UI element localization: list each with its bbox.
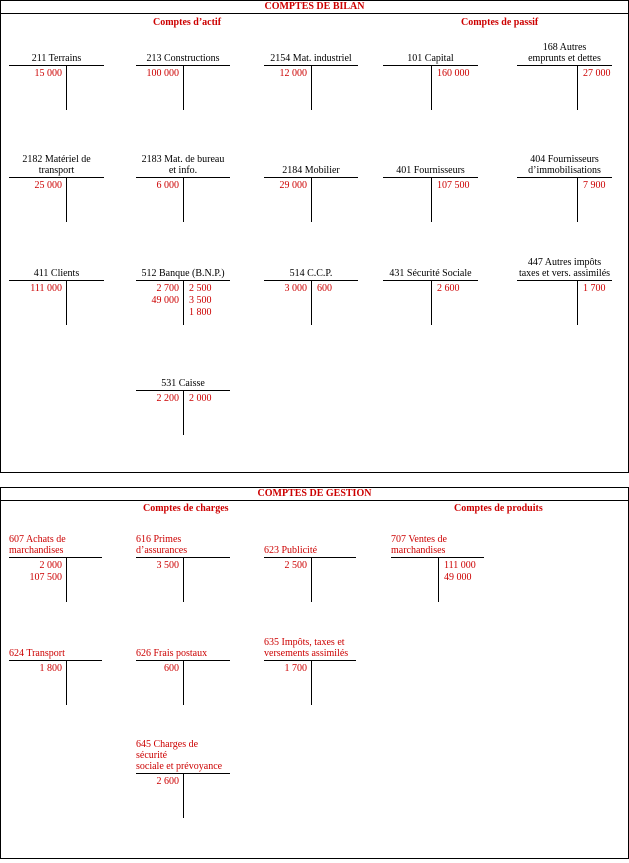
charges-label: Comptes de charges — [143, 503, 229, 514]
debit-values: 3 500 — [156, 560, 179, 571]
account-title: 2154 Mat. industriel — [270, 53, 352, 64]
passif-label: Comptes de passif — [461, 17, 539, 28]
t-account-center-rule — [577, 177, 578, 222]
credit-values: 2 000 — [189, 393, 212, 404]
account-title: 531 Caisse — [161, 378, 205, 389]
t-account-center-rule — [431, 177, 432, 222]
bilan-account — [517, 154, 612, 222]
account-title: 404 Fournisseurs d’immobilisations — [528, 154, 601, 176]
t-account-center-rule — [66, 65, 67, 110]
bilan-account — [136, 154, 230, 222]
credit-values: 107 500 — [437, 180, 470, 191]
debit-values: 1 800 — [39, 663, 62, 674]
credit-values: 160 000 — [437, 68, 470, 79]
bilan-account — [136, 268, 230, 325]
credit-values: 111 000 49 000 — [444, 560, 476, 583]
t-account-top-rule — [9, 280, 104, 281]
account-title: 431 Sécurité Sociale — [389, 268, 472, 279]
account-title: 213 Constructions — [146, 53, 220, 64]
t-account-center-rule — [183, 65, 184, 110]
t-account-center-rule — [311, 65, 312, 110]
t-account-top-rule — [517, 65, 612, 66]
t-account-center-rule — [431, 65, 432, 110]
t-account-center-rule — [311, 280, 312, 325]
gestion-account — [9, 648, 102, 705]
t-account-center-rule — [183, 557, 184, 602]
t-account-center-rule — [183, 280, 184, 325]
t-account-top-rule — [9, 177, 104, 178]
account-title: 624 Transport — [9, 648, 65, 659]
gestion-account — [391, 534, 484, 602]
account-title: 2183 Mat. de bureau et info. — [141, 154, 225, 176]
account-title: 411 Clients — [33, 268, 80, 279]
debit-values: 2 000 107 500 — [29, 560, 62, 583]
debit-values: 29 000 — [279, 180, 307, 191]
debit-values: 100 000 — [146, 68, 179, 79]
debit-values: 111 000 — [30, 283, 62, 294]
actif-label: Comptes d’actif — [153, 17, 222, 28]
t-account-top-rule — [517, 177, 612, 178]
bilan-account — [264, 268, 358, 325]
bilan-account — [136, 53, 230, 110]
t-account-center-rule — [66, 177, 67, 222]
bilan-account — [9, 53, 104, 110]
t-account-top-rule — [9, 65, 104, 66]
bilan-title: COMPTES DE BILAN — [1, 1, 628, 14]
bilan-account — [383, 268, 478, 325]
account-title: 512 Banque (B.N.P.) — [141, 268, 225, 279]
debit-values: 1 700 — [284, 663, 307, 674]
gestion-account — [136, 534, 230, 602]
account-title: 645 Charges de sécurité sociale et prévoyance — [136, 739, 223, 772]
t-account-center-rule — [438, 557, 439, 602]
debit-values: 2 600 — [156, 776, 179, 787]
credit-values: 1 700 — [583, 283, 606, 294]
t-account-top-rule — [9, 557, 102, 558]
t-account-center-rule — [66, 557, 67, 602]
bilan-account — [264, 165, 358, 222]
credit-values: 2 500 3 500 1 800 — [189, 283, 212, 318]
gestion-account — [264, 545, 356, 602]
account-title: 626 Frais postaux — [136, 648, 208, 659]
t-account-center-rule — [183, 177, 184, 222]
t-account-center-rule — [183, 773, 184, 818]
t-account-top-rule — [264, 557, 356, 558]
debit-values: 2 700 49 000 — [151, 283, 179, 306]
debit-values: 3 000 — [284, 283, 307, 294]
t-account-center-rule — [66, 280, 67, 325]
credit-values: 27 000 — [583, 68, 611, 79]
produits-label: Comptes de produits — [454, 503, 543, 514]
t-account-center-rule — [311, 660, 312, 705]
t-account-center-rule — [577, 65, 578, 110]
account-title: 401 Fournisseurs — [396, 165, 465, 176]
debit-values: 600 — [164, 663, 179, 674]
bilan-account — [264, 53, 358, 110]
t-account-center-rule — [183, 390, 184, 435]
t-account-center-rule — [577, 280, 578, 325]
bilan-account — [136, 378, 230, 435]
bilan-account — [517, 257, 612, 325]
debit-values: 25 000 — [34, 180, 62, 191]
account-title: 447 Autres impôts taxes et vers. assimilés — [518, 257, 611, 279]
account-title: 2184 Mobilier — [282, 165, 340, 176]
account-title: 607 Achats de marchandises — [9, 534, 66, 556]
credit-values: 2 600 — [437, 283, 460, 294]
account-title: 2182 Matériel de transport — [22, 154, 91, 176]
gestion-account — [9, 534, 102, 602]
credit-values: 600 — [317, 283, 332, 294]
gestion-account — [136, 739, 230, 818]
bilan-account — [383, 53, 478, 110]
account-title: 623 Publicité — [264, 545, 318, 556]
account-title: 707 Ventes de marchandises — [391, 534, 447, 556]
gestion-account — [264, 637, 356, 705]
debit-values: 2 500 — [284, 560, 307, 571]
t-account-center-rule — [66, 660, 67, 705]
t-account-top-rule — [9, 660, 102, 661]
t-account-center-rule — [431, 280, 432, 325]
t-account-center-rule — [311, 557, 312, 602]
bilan-account — [9, 154, 104, 222]
debit-values: 12 000 — [279, 68, 307, 79]
t-account-center-rule — [183, 660, 184, 705]
t-account-top-rule — [517, 280, 612, 281]
gestion-title: COMPTES DE GESTION — [1, 488, 628, 501]
debit-values: 2 200 — [156, 393, 179, 404]
debit-values: 6 000 — [156, 180, 179, 191]
account-title: 168 Autres emprunts et dettes — [528, 42, 601, 64]
account-title: 514 C.C.P. — [289, 268, 333, 279]
account-title: 101 Capital — [407, 53, 454, 64]
account-title: 616 Primes d’assurances — [136, 534, 188, 556]
gestion-account — [136, 648, 230, 705]
t-account-center-rule — [311, 177, 312, 222]
credit-values: 7 900 — [583, 180, 606, 191]
t-account-top-rule — [264, 660, 356, 661]
account-title: 635 Impôts, taxes et versements assimilés — [264, 637, 349, 659]
bilan-account — [383, 165, 478, 222]
debit-values: 15 000 — [34, 68, 62, 79]
bilan-account — [9, 268, 104, 325]
account-title: 211 Terrains — [31, 53, 82, 64]
bilan-account — [517, 42, 612, 110]
